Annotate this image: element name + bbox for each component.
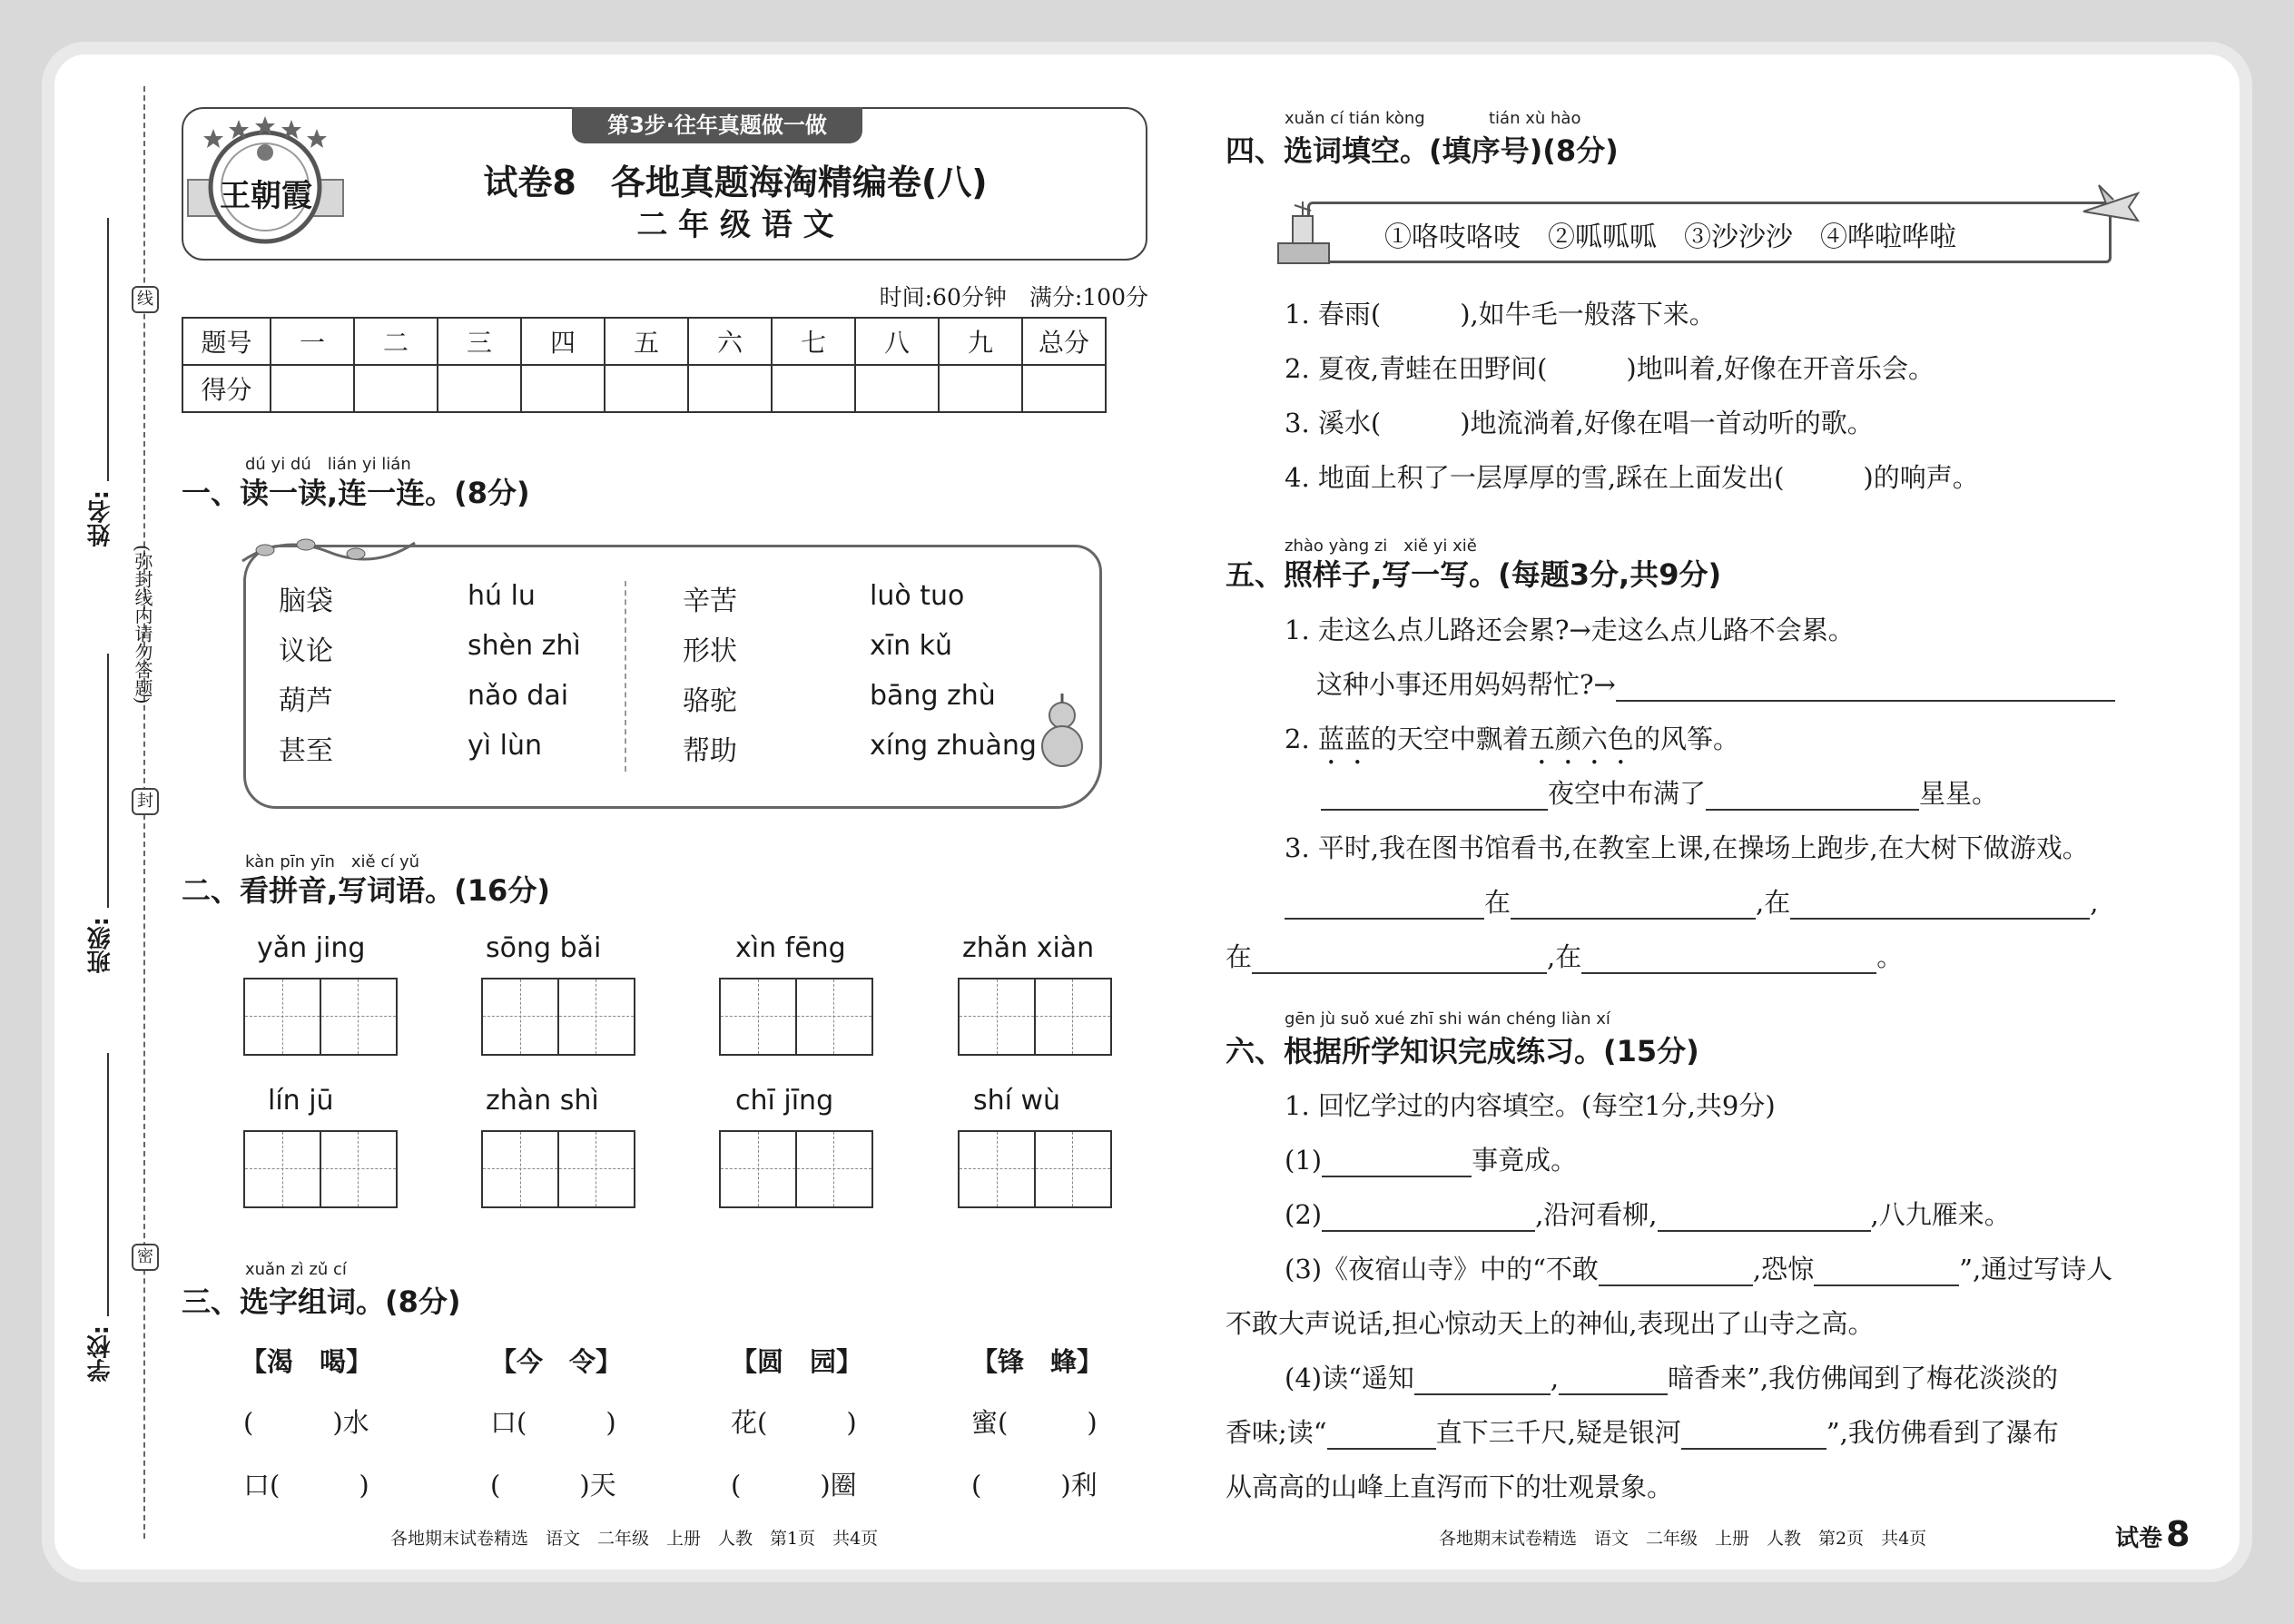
- zai-word: ,在: [1756, 887, 1791, 918]
- match-pinyin-left[interactable]: hú lu: [468, 580, 536, 612]
- section4-pinyin-a: xuǎn cí tián kòng: [1285, 109, 1425, 128]
- school-field[interactable]: [107, 1053, 109, 1316]
- score-cell[interactable]: [1022, 365, 1106, 412]
- footer-left: 各地期末试卷精选 语文 二年级 上册 人教 第1页 共4页: [390, 1529, 879, 1549]
- match-word-right[interactable]: 骆驼: [683, 685, 737, 717]
- answer-line[interactable]: [1252, 949, 1547, 974]
- answer-line[interactable]: [1814, 1261, 1959, 1286]
- word-blank[interactable]: ( )利: [971, 1470, 1098, 1501]
- score-table-header-row: [182, 318, 1106, 365]
- item-label: (1): [1285, 1145, 1323, 1176]
- answer-line[interactable]: [1511, 894, 1756, 920]
- answer-line[interactable]: [1599, 1261, 1753, 1286]
- recall-text: (4)读“遥知: [1285, 1363, 1414, 1393]
- word-pinyin: sōng bǎi: [486, 932, 602, 964]
- matching-divider: [625, 581, 626, 772]
- recall-text: ,沿河看柳,: [1535, 1199, 1658, 1230]
- recall-line: [1226, 1412, 2059, 1450]
- match-pinyin-right[interactable]: xíng zhuàng: [870, 730, 1037, 762]
- score-cell[interactable]: [772, 365, 855, 412]
- section5-title: 五、照样子,写一写。(每题3分,共9分): [1226, 557, 1722, 592]
- score-header-cell: 二: [354, 318, 438, 365]
- answer-line[interactable]: [1322, 1206, 1535, 1232]
- writing-grid[interactable]: [958, 1130, 1112, 1208]
- score-header-cell: 五: [605, 318, 688, 365]
- match-word-right[interactable]: 帮助: [683, 735, 737, 767]
- score-cell[interactable]: [354, 365, 438, 412]
- rewrite-prompt-text: 这种小事还用妈妈帮忙?→: [1316, 669, 1616, 700]
- paper-badge-label: 试卷: [2115, 1525, 2163, 1552]
- paper-badge-number: 8: [2166, 1514, 2191, 1554]
- example-sentence: [1285, 719, 1739, 771]
- match-word-right[interactable]: 辛苦: [683, 586, 737, 617]
- word-pinyin: shí wù: [973, 1085, 1061, 1117]
- word-blank[interactable]: 花( ): [731, 1407, 857, 1438]
- match-pinyin-left[interactable]: yì lùn: [468, 730, 542, 762]
- section2-title: 二、看拼音,写词语。(16分): [182, 873, 550, 908]
- recall-line: 不敢大声说话,担心惊动天上的神仙,表现出了山寺之高。: [1226, 1308, 1875, 1339]
- recall-text: (3)《夜宿山寺》中的“不敢: [1285, 1254, 1599, 1284]
- item-label: (2): [1285, 1199, 1323, 1230]
- recall-line: [1285, 1140, 1577, 1177]
- word-pinyin: lín jū: [268, 1085, 334, 1117]
- score-header-cell: 七: [772, 318, 855, 365]
- answer-line[interactable]: [1285, 894, 1484, 920]
- name-label: 姓名:: [87, 490, 114, 547]
- recall-text: ”,我仿佛看到了瀑布: [1826, 1417, 2059, 1448]
- match-word-left[interactable]: 议论: [279, 635, 333, 667]
- section4-pinyin-b: tián xù hào: [1489, 109, 1581, 128]
- recall-line: [1285, 1195, 2011, 1232]
- word-pinyin: yǎn jing: [257, 932, 366, 964]
- recall-text: ,八九雁来。: [1870, 1199, 2011, 1230]
- rewrite-prompt: [1316, 664, 2115, 702]
- section3-pinyin: xuǎn zì zǔ cí: [245, 1260, 347, 1279]
- step-badge: 第3步·往年真题做一做: [572, 107, 862, 143]
- word-pinyin: zhàn shì: [486, 1085, 599, 1117]
- comma: ,: [2090, 887, 2099, 918]
- section3-title: 三、选字组词。(8分): [182, 1284, 461, 1319]
- imitate-line: [1321, 773, 1998, 811]
- score-cell[interactable]: [271, 365, 354, 412]
- section4-title: 四、选词填空。(填序号)(8分): [1226, 133, 1619, 168]
- score-header-cell: 九: [939, 318, 1022, 365]
- match-pinyin-left[interactable]: nǎo dai: [468, 680, 569, 712]
- footer-right: 各地期末试卷精选 语文 二年级 上册 人教 第2页 共4页: [1439, 1529, 1927, 1549]
- sub-question: 1. 回忆学过的内容填空。(每空1分,共9分): [1285, 1090, 1776, 1121]
- score-header-cell: 八: [855, 318, 939, 365]
- writing-grid[interactable]: [481, 1130, 635, 1208]
- binding-mark-seal: 封: [132, 788, 159, 815]
- section6-title: 六、根据所学知识完成练习。(15分): [1226, 1034, 1699, 1068]
- writing-grid[interactable]: [481, 978, 635, 1056]
- zai-word: 在: [1226, 941, 1253, 972]
- score-header-cell: 题号: [182, 318, 271, 365]
- paper-title: 试卷8 各地真题海淘精编卷(八): [483, 162, 988, 202]
- score-cell[interactable]: [521, 365, 605, 412]
- zai-word: 在: [1484, 887, 1511, 918]
- fill-item[interactable]: 2. 夏夜,青蛙在田野间( )地叫着,好像在开音乐会。: [1285, 353, 1935, 384]
- match-pinyin-right[interactable]: bāng zhù: [870, 680, 996, 712]
- gourd-icon: [1035, 690, 1089, 772]
- section5-pinyin: zhào yàng zi xiě yi xiě: [1285, 536, 1477, 556]
- imitate-line: [1285, 882, 2098, 920]
- section6-pinyin: gēn jù suǒ xué zhī shi wán chéng liàn xí: [1285, 1009, 1610, 1029]
- section2-pinyin: kàn pīn yīn xiě cí yǔ: [245, 852, 420, 871]
- recall-text: ”,通过写诗人: [1959, 1254, 2113, 1284]
- example-middle: 的天空中飘着: [1370, 723, 1529, 754]
- section1-title: 一、读一读,连一连。(8分): [182, 476, 530, 510]
- class-field[interactable]: [107, 654, 109, 908]
- word-blank[interactable]: 蜜( ): [971, 1407, 1098, 1438]
- score-header-cell: 三: [438, 318, 521, 365]
- example-suffix: 的风筝。: [1633, 723, 1739, 754]
- match-pinyin-left[interactable]: shèn zhì: [468, 630, 581, 662]
- example-sentence: 3. 平时,我在图书馆看书,在教室上课,在操场上跑步,在大树下做游戏。: [1285, 832, 2089, 863]
- binding-mark-secret: 密: [132, 1244, 159, 1271]
- zai-word: ,在: [1547, 941, 1582, 972]
- class-label: 班级:: [87, 917, 114, 974]
- example-sentence: 1. 走这么点儿路还会累?→走这么点儿路不会累。: [1285, 615, 1855, 645]
- score-cell[interactable]: [688, 365, 772, 412]
- time-info: 时间:60分钟 满分:100分: [879, 284, 1148, 310]
- answer-line[interactable]: [1559, 1370, 1668, 1395]
- answer-line[interactable]: [1327, 1424, 1436, 1450]
- score-header-cell: 六: [688, 318, 772, 365]
- score-header-cell: 四: [521, 318, 605, 365]
- word-pinyin: zhǎn xiàn: [962, 932, 1095, 964]
- word-blank[interactable]: ( )圈: [731, 1470, 857, 1501]
- school-label: 学校:: [87, 1325, 114, 1383]
- logo-name: 王朝霞: [220, 178, 312, 214]
- emphasis-word: 蓝蓝: [1317, 723, 1371, 754]
- word-blank[interactable]: ( )天: [490, 1470, 616, 1501]
- word-blank[interactable]: 口( ): [490, 1407, 616, 1438]
- match-word-left[interactable]: 甚至: [279, 735, 333, 767]
- match-word-right[interactable]: 形状: [683, 635, 737, 667]
- imitate-mid: 夜空中布满了: [1548, 778, 1707, 809]
- imitate-end: 星星。: [1919, 778, 1999, 809]
- writing-grid[interactable]: [958, 978, 1112, 1056]
- score-cell[interactable]: [438, 365, 521, 412]
- answer-line[interactable]: [1414, 1370, 1551, 1395]
- recall-line: [1285, 1358, 2058, 1395]
- emphasis-word: 五颜六色: [1528, 723, 1634, 754]
- fill-item[interactable]: 4. 地面上积了一层厚厚的雪,踩在上面发出( )的响声。: [1285, 462, 1979, 493]
- recall-text: 香味;读“: [1226, 1417, 1327, 1448]
- word-blank[interactable]: 口( ): [243, 1470, 369, 1501]
- airplane-icon: [2079, 180, 2142, 234]
- period: 。: [1876, 941, 1904, 972]
- answer-line[interactable]: [1681, 1424, 1826, 1450]
- writing-grid[interactable]: [719, 978, 873, 1056]
- word-blank[interactable]: ( )水: [243, 1407, 369, 1438]
- score-header-cell: 总分: [1022, 318, 1106, 365]
- score-table-score-row: [182, 365, 1106, 412]
- score-header-cell: 一: [271, 318, 354, 365]
- writing-grid[interactable]: [243, 1130, 398, 1208]
- char-group: 【渴 喝】: [241, 1346, 373, 1377]
- option-list: ①咯吱咯吱 ②呱呱呱 ③沙沙沙 ④哗啦哗啦: [1384, 221, 1956, 253]
- match-pinyin-right[interactable]: luò tuo: [870, 580, 965, 612]
- recall-text: 暗香来”,我仿佛闻到了梅花淡淡的: [1668, 1363, 2059, 1393]
- binding-warning: (弥封线内请勿答题): [132, 545, 153, 704]
- match-word-left[interactable]: 葫芦: [279, 685, 333, 717]
- char-group: 【今 令】: [490, 1346, 623, 1377]
- answer-line[interactable]: [1658, 1206, 1871, 1232]
- recall-text: ,: [1550, 1363, 1560, 1393]
- score-cell[interactable]: [855, 365, 939, 412]
- char-group: 【圆 园】: [731, 1346, 863, 1377]
- score-cell[interactable]: [605, 365, 688, 412]
- name-field[interactable]: [107, 218, 109, 481]
- matching-frame: [243, 545, 1102, 809]
- section1-pinyin: dú yi dú lián yi lián: [245, 455, 411, 474]
- score-row-label: 得分: [182, 365, 271, 412]
- recall-text: 直下三千尺,疑是银河: [1435, 1417, 1681, 1448]
- paper-subtitle: 二 年 级 语 文: [636, 207, 834, 243]
- answer-line[interactable]: [1321, 785, 1548, 811]
- match-pinyin-right[interactable]: xīn kǔ: [870, 630, 953, 662]
- recall-line: [1285, 1249, 2112, 1286]
- answer-line[interactable]: [1322, 1152, 1472, 1177]
- writing-grid[interactable]: [243, 978, 398, 1056]
- score-cell[interactable]: [939, 365, 1022, 412]
- recall-text: 事竟成。: [1472, 1145, 1578, 1176]
- book-icon: [1271, 198, 1334, 269]
- recall-text: ,恐惊: [1752, 1254, 1815, 1284]
- match-word-left[interactable]: 脑袋: [279, 586, 333, 617]
- word-pinyin: chī jīng: [735, 1085, 834, 1117]
- recall-line: 从高高的山峰上直泻而下的壮观景象。: [1226, 1471, 1674, 1502]
- answer-line[interactable]: [1706, 785, 1919, 811]
- answer-line[interactable]: [1581, 949, 1876, 974]
- paper-badge: [2115, 1514, 2190, 1554]
- fill-item[interactable]: 3. 溪水( )地流淌着,好像在唱一首动听的歌。: [1285, 408, 1874, 438]
- answer-line[interactable]: [1616, 676, 2115, 702]
- binding-mark-line: 线: [132, 286, 159, 313]
- char-group: 【锋 蜂】: [971, 1346, 1104, 1377]
- imitate-line: [1226, 937, 1903, 974]
- example-prefix: 2.: [1285, 723, 1318, 754]
- answer-line[interactable]: [1790, 894, 2090, 920]
- word-pinyin: xìn fēng: [735, 932, 846, 964]
- score-table: [182, 317, 1107, 413]
- fill-item[interactable]: 1. 春雨( ),如牛毛一般落下来。: [1285, 299, 1716, 330]
- writing-grid[interactable]: [719, 1130, 873, 1208]
- vine-decoration-icon: [238, 534, 419, 570]
